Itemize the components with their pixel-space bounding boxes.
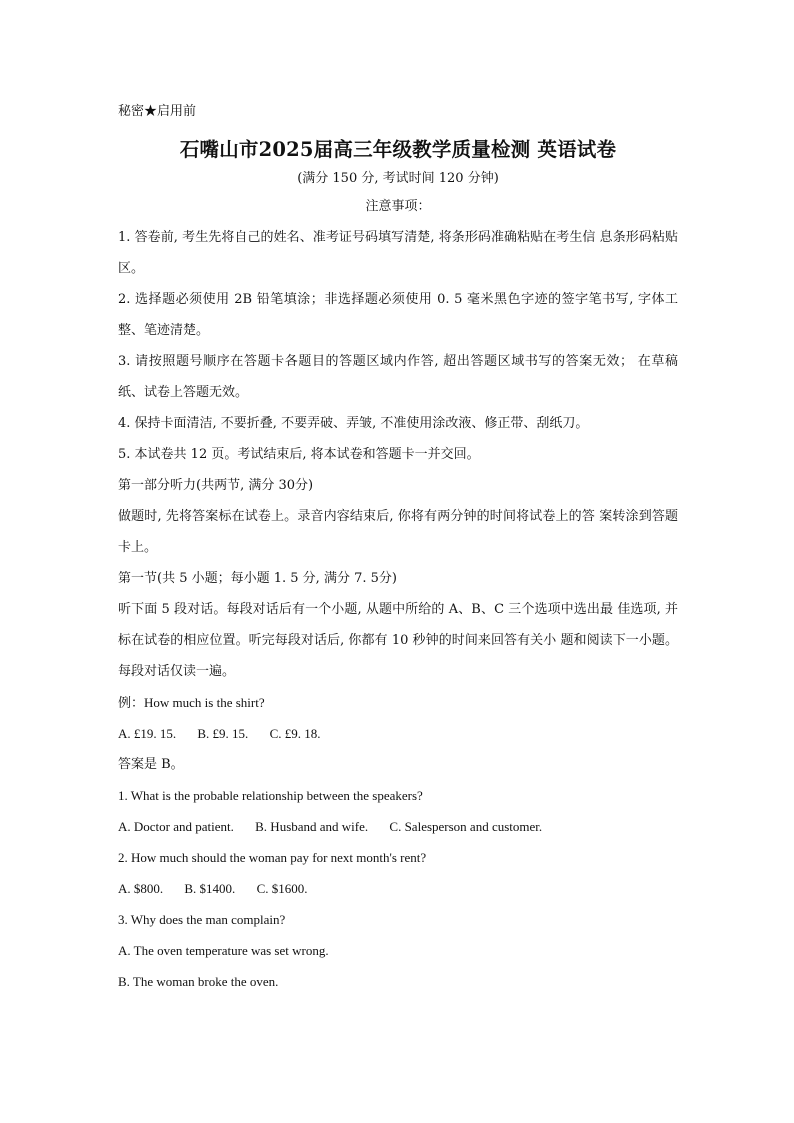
- confidential-label: 秘密★启用前: [118, 104, 197, 119]
- question-options: [118, 873, 678, 904]
- section1-heading: 第一节(共 5 小题；每小题 1. 5 分, 满分 7. 5分): [118, 571, 397, 586]
- exam-page: [118, 100, 678, 997]
- example-option-a: A. £19. 15.: [118, 726, 177, 741]
- part1-instructions: 做题时, 先将答案标在试卷上。录音内容结束后, 你将有两分钟的时间将试卷上的答 案转涂到答题卡上。: [118, 509, 678, 555]
- section1-instructions: 听下面 5 段对话。每段对话后有一个小题, 从题中所给的 A、B、C 三个选项中选出最 佳选项, 并标在试卷的相应位置。听完每段对话后, 你都有 10 秒钟的时间来回答有关小 题和阅读下一小题。每段对话仅读一遍。: [118, 602, 678, 679]
- exam-title: 石嘴山市2025届高三年级教学质量检测 英语试卷: [179, 138, 617, 161]
- note-item: 4. 保持卡面清洁, 不要折叠, 不要弄破、弄皱, 不准使用涂改液、修正带、刮纸刀。: [118, 416, 589, 431]
- note-item: 3. 请按照题号顺序在答题卡各题目的答题区域内作答, 超出答题区域书写的答案无效； 在草稿纸、试卷上答题无效。: [118, 354, 678, 400]
- example-question: 例：How much is the shirt?: [118, 695, 265, 710]
- option-b: B. Husband and wife.: [255, 819, 369, 834]
- option-c: C. $1600.: [256, 881, 308, 896]
- question-options: [118, 811, 678, 842]
- option-c: C. Salesperson and customer.: [389, 819, 543, 834]
- part1-heading: 第一部分听力(共两节, 满分 30分): [118, 478, 314, 493]
- option-a: A. $800.: [118, 881, 164, 896]
- option-b: B. $1400.: [184, 881, 236, 896]
- question-stem: 1. What is the probable relationship between the speakers?: [118, 788, 423, 803]
- question-stem: 3. Why does the man complain?: [118, 912, 286, 927]
- note-item: 1. 答卷前, 考生先将自己的姓名、准考证号码填写清楚, 将条形码准确粘贴在考生信 息条形码粘贴区。: [118, 230, 678, 276]
- exam-subtitle: (满分 150 分, 考试时间 120 分钟): [297, 171, 499, 186]
- question-stem: 2. How much should the woman pay for next month's rent?: [118, 850, 427, 865]
- note-item: 2. 选择题必须使用 2B 铅笔填涂；非选择题必须使用 0. 5 毫米黑色字迹的签字笔书写, 字体工整、笔迹清楚。: [118, 292, 678, 338]
- example-answer: 答案是 B。: [118, 757, 184, 772]
- example-option-b: B. £9. 15.: [197, 726, 249, 741]
- option-a: A. Doctor and patient.: [118, 819, 234, 834]
- option-b: B. The woman broke the oven.: [118, 974, 279, 989]
- option-a: A. The oven temperature was set wrong.: [118, 943, 329, 958]
- example-options: [118, 718, 678, 749]
- example-option-c: C. £9. 18.: [269, 726, 321, 741]
- notes-heading: 注意事项：: [365, 199, 431, 214]
- note-item: 5. 本试卷共 12 页。考试结束后, 将本试卷和答题卡一并交回。: [118, 447, 480, 462]
